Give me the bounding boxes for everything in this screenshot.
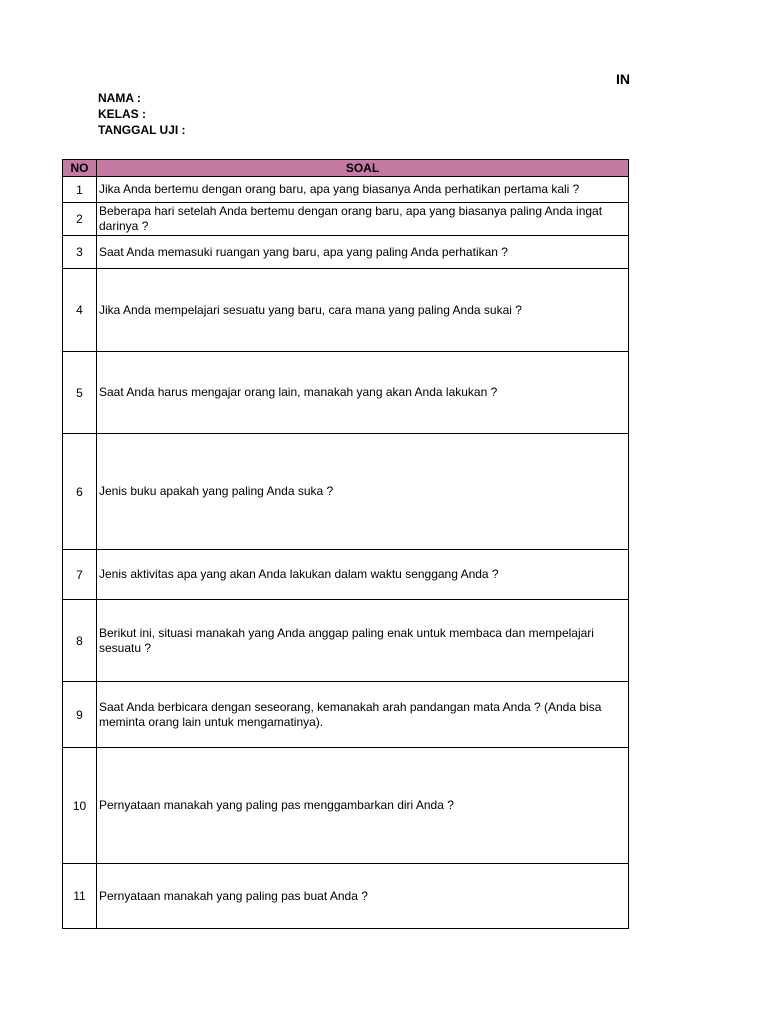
column-header-soal: SOAL [97, 160, 629, 177]
table-row [63, 269, 629, 352]
table-row [63, 236, 629, 269]
header-fields [98, 90, 186, 138]
question-text: Pernyataan manakah yang paling pas buat Anda ? [97, 864, 629, 929]
table-row [63, 682, 629, 748]
row-number: 7 [63, 550, 97, 600]
row-number: 8 [63, 600, 97, 682]
table-row [63, 600, 629, 682]
table-row [63, 550, 629, 600]
page-title: IN [616, 71, 630, 87]
row-number: 6 [63, 434, 97, 550]
table-header-row [63, 160, 629, 177]
table-row [63, 352, 629, 434]
question-text: Saat Anda memasuki ruangan yang baru, apa yang paling Anda perhatikan ? [97, 236, 629, 269]
question-text: Berikut ini, situasi manakah yang Anda anggap paling enak untuk membaca dan mempelajari sesuatu ? [97, 600, 629, 682]
row-number: 10 [63, 748, 97, 864]
nama-label: NAMA : [98, 91, 141, 105]
row-number: 1 [63, 177, 97, 203]
table-row [63, 177, 629, 203]
table-row [63, 864, 629, 929]
question-text: Jenis aktivitas apa yang akan Anda lakukan dalam waktu senggang Anda ? [97, 550, 629, 600]
row-number: 11 [63, 864, 97, 929]
table-row [63, 434, 629, 550]
table-row [63, 748, 629, 864]
question-text: Beberapa hari setelah Anda bertemu dengan orang baru, apa yang biasanya paling Anda ingat darinya ? [97, 203, 629, 236]
question-text: Jenis buku apakah yang paling Anda suka ? [97, 434, 629, 550]
row-number: 4 [63, 269, 97, 352]
row-number: 2 [63, 203, 97, 236]
question-table [62, 159, 629, 929]
row-number: 5 [63, 352, 97, 434]
table-row [63, 203, 629, 236]
question-text: Jika Anda bertemu dengan orang baru, apa yang biasanya Anda perhatikan pertama kali ? [97, 177, 629, 203]
row-number: 3 [63, 236, 97, 269]
column-header-no: NO [63, 160, 97, 177]
question-text: Saat Anda harus mengajar orang lain, manakah yang akan Anda lakukan ? [97, 352, 629, 434]
question-text: Pernyataan manakah yang paling pas menggambarkan diri Anda ? [97, 748, 629, 864]
question-text: Jika Anda mempelajari sesuatu yang baru, cara mana yang paling Anda sukai ? [97, 269, 629, 352]
question-text: Saat Anda berbicara dengan seseorang, kemanakah arah pandangan mata Anda ? (Anda bisa meminta orang lain untuk mengamatinya). [97, 682, 629, 748]
tanggal-uji-label: TANGGAL UJI : [98, 123, 186, 137]
row-number: 9 [63, 682, 97, 748]
kelas-label: KELAS : [98, 107, 146, 121]
